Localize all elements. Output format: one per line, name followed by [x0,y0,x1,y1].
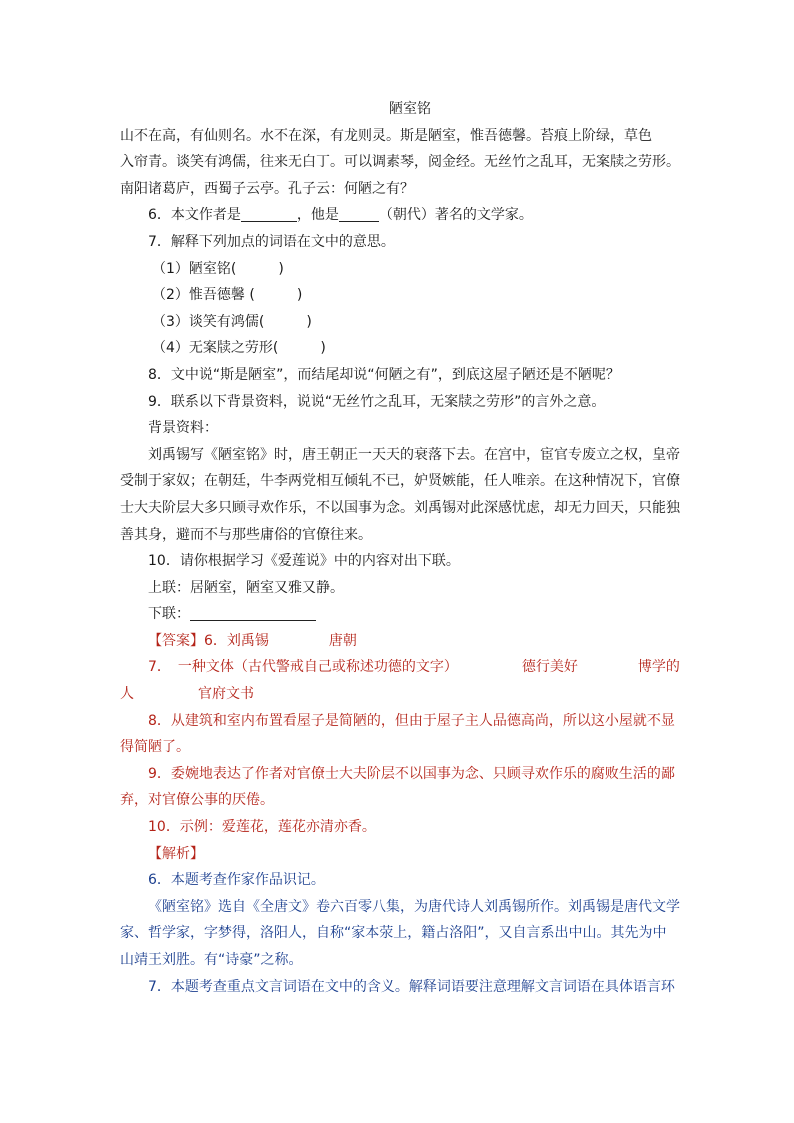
analysis-6-line: 山靖王刘胜。有“诗豪”之称。 [120,952,303,968]
background-line: 刘禹锡写《陋室铭》时，唐王朝正一天天的衰落下去。在宫中，宦官专废立之权，皇帝 [148,446,680,463]
question-text: ，他是 [296,207,339,224]
question-9 [120,389,680,416]
answer-7-cont [120,681,680,708]
question-number: 8． [148,366,171,383]
question-text: 解释下列加点的词语在文中的意思。 [170,233,395,250]
document-title: 陋室铭 [389,101,431,117]
analysis-6-head: 6．本题考查作家作品识记。 [148,872,325,889]
question-number: 7． [148,233,171,250]
answer-text: 人 [120,686,134,703]
answer-10: 10．示例：爱莲花，莲花亦清亦香。 [148,819,376,836]
answer-text: 博学的 [637,659,680,676]
couplet-upper: 上联：居陋室，陋室又雅又静。 [148,579,344,596]
question-7 [120,229,680,256]
answer-blank [190,604,316,621]
analysis-6-line: 《陋室铭》选自《全唐文》卷六百零八集，为唐代诗人刘禹锡所作。刘禹锡是唐代文学 [148,898,680,915]
question-text: 本文作者是 [170,207,241,224]
answer-7 [120,654,680,681]
answer-8-cont: 得简陋了。 [120,739,190,756]
analysis-7-head: 7．本题考查重点文言词语在文中的含义。解释词语要注意理解文言词语在具体语言环 [148,978,675,995]
question-7-item: （2）惟吾德馨 ( ) [152,287,303,304]
answer-text: 唐朝 [328,632,357,649]
question-text: 请你根据学习《爱莲说》中的内容对出下联。 [179,553,460,570]
passage-line: 山不在高，有仙则名。水不在深，有龙则灵。斯是陋室，惟吾德馨。苔痕上阶绿，草色 [120,127,652,144]
answer-tag: 【答案】 [148,632,204,649]
question-10 [120,548,680,575]
answer-6 [120,628,680,655]
passage-line: 南阳诸葛庐，西蜀子云亭。孔子云：何陋之有？ [120,180,414,197]
question-7-item: （3）谈笑有鸿儒( ) [152,313,312,330]
answer-text: 官府文书 [198,686,254,703]
question-text: 文中说“斯是陋室”，而结尾却说“何陋之有”，到底这屋子陋还是不陋呢？ [170,366,620,383]
analysis-tag: 【解析】 [148,845,204,862]
analysis-6-line: 家、哲学家，字梦得，洛阳人，自称“家本荥上，籍占洛阳”，又自言系出中山。其先为中 [120,925,667,942]
answer-9-cont: 弃，对官僚公事的厌倦。 [120,792,274,809]
answer-text: 7． 一种文体（古代警戒自己或称述功德的文字） [148,659,458,676]
couplet-lower-label: 下联： [148,606,190,623]
question-8 [120,362,680,389]
answer-9: 9．委婉地表达了作者对官僚士大夫阶层不以国事为念、只顾寻欢作乐的腐败生活的鄙 [148,765,675,782]
question-text: （朝代）著名的文学家。 [378,207,533,224]
answer-blank [241,205,297,222]
answer-8: 8．从建筑和室内布置看屋子是简陋的，但由于屋子主人品德高尚，所以这小屋就不显 [148,712,675,729]
background-line: 善其身，避而不与那些庸俗的官僚往来。 [120,526,372,543]
question-7-item: （4）无案牍之劳形( ) [152,340,326,357]
background-line: 士大夫阶层大多只顾寻欢作乐，不以国事为念。刘禹锡对此深感忧虑，却无力回天，只能独 [120,499,680,516]
question-7-item: （1）陋室铭( ) [152,260,284,277]
question-6 [120,202,680,229]
couplet-lower [120,601,680,628]
answer-text: 6．刘禹锡 [204,632,269,649]
background-label: 背景资料： [148,420,218,437]
question-number: 10． [148,553,180,570]
question-number: 9． [148,393,171,410]
passage-line: 入帘青。谈笑有鸿儒，往来无白丁。可以调素琴，阅金经。无丝竹之乱耳，无案牍之劳形。 [120,154,680,171]
question-number: 6． [148,207,171,224]
answer-text: 德行美好 [521,659,578,676]
document-body [120,96,680,1000]
answer-blank [339,205,379,222]
question-text: 联系以下背景资料，说说“无丝竹之乱耳，无案牍之劳形”的言外之意。 [170,393,606,410]
background-line: 受制于家奴；在朝廷，牛李两党相互倾轧不已，妒贤嫉能，任人唯亲。在这种情况下，官僚 [120,473,680,490]
